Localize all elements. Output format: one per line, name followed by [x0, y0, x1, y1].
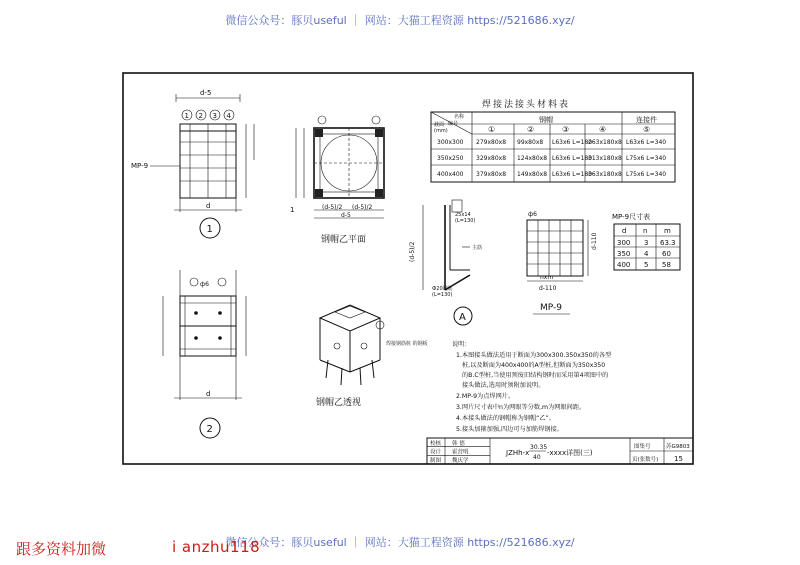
detail-a-circle: A: [459, 312, 466, 323]
svg-text:379x80x8: 379x80x8: [476, 171, 507, 178]
svg-text:⑤: ⑤: [643, 125, 651, 134]
svg-text:霍营明: 霍营明: [452, 449, 469, 456]
svg-text:58: 58: [662, 261, 671, 269]
svg-text:149x80x8: 149x80x8: [517, 171, 548, 178]
svg-text:名称: 名称: [454, 114, 465, 120]
material-table-title: 焊接法接头材料表: [482, 100, 571, 110]
svg-text:焊接钢筋桩 的钢板: 焊接钢筋桩 的钢板: [386, 341, 428, 347]
material-table-rows: [437, 139, 666, 178]
svg-text:(L=130): (L=130): [455, 218, 476, 224]
section-1-circle: 1: [206, 224, 213, 235]
svg-text:截面: 截面: [434, 122, 445, 128]
mt-group-connector: 连接件: [636, 116, 657, 124]
svg-text:400x400: 400x400: [437, 171, 464, 178]
section-2-circle: 2: [206, 424, 213, 435]
svg-text:韩 德: 韩 德: [452, 441, 465, 447]
drawing-frame: [123, 73, 693, 464]
svg-text:页(张数号): 页(张数号): [632, 457, 659, 463]
drawing-title-suffix: -xxxx详图(三): [547, 449, 593, 457]
notes: [452, 340, 611, 433]
svg-text:5: 5: [644, 261, 649, 269]
svg-text:300: 300: [617, 239, 631, 247]
svg-text:400: 400: [617, 261, 631, 269]
callout-row-top: [182, 110, 234, 120]
svg-text:②: ②: [527, 125, 535, 134]
title-block: [427, 438, 693, 464]
steel-cap-plan: [290, 116, 384, 245]
notes-title: 说明：: [452, 341, 471, 348]
material-table: [431, 98, 675, 182]
svg-text:(L=130): (L=130): [432, 292, 453, 298]
svg-text:③: ③: [562, 125, 570, 134]
section-2-elevation: [163, 270, 246, 438]
watermark-top: 微信公众号：豚贝useful ｜ 网站：大猫工程资源 https://521686.xyz/: [225, 14, 575, 27]
svg-text:的B.C型桩,当使用预废旧结构钢时而采用第4项图中的: 的B.C型桩,当使用预废旧结构钢时而采用第4项图中的: [462, 372, 609, 379]
svg-text:63.3: 63.3: [660, 239, 676, 247]
mesh-side-dim: d-110: [591, 232, 598, 250]
mp9-size-table: [612, 212, 680, 270]
mp9-mesh: [527, 211, 598, 314]
svg-text:350x250: 350x250: [437, 155, 464, 162]
section-2-dim-d: d: [206, 390, 211, 398]
svg-text:d: d: [622, 227, 627, 235]
svg-text:nxm: nxm: [540, 274, 554, 281]
svg-text:④: ④: [599, 125, 607, 134]
svg-text:(d-5)/2: (d-5)/2: [352, 204, 373, 211]
steel-cap-perspective-title: 钢帽乙透视: [316, 398, 362, 408]
mp9-table-title: MP-9尺寸表: [612, 213, 651, 221]
svg-text:n: n: [643, 227, 648, 235]
page-number: 15: [674, 455, 683, 463]
svg-text:ф6: ф6: [528, 211, 537, 218]
mp9-label: MP-9: [131, 162, 149, 170]
svg-text:(d-5)/2: (d-5)/2: [409, 241, 416, 262]
svg-text:279x80x8: 279x80x8: [476, 139, 507, 146]
svg-text:ф6: ф6: [200, 281, 209, 288]
steel-cap-plan-title: 钢帽乙平面: [321, 235, 367, 245]
svg-text:329x80x8: 329x80x8: [476, 155, 507, 162]
svg-text:m: m: [664, 227, 671, 235]
svg-text:1.本图接头做法适用于断面为300x300.350x350的: 1.本图接头做法适用于断面为300x300.350x350的各型: [456, 352, 612, 359]
drawing-title-frac-bot: 40: [533, 454, 541, 461]
svg-text:图集号: 图集号: [634, 444, 651, 450]
dim-d-label: d: [206, 202, 211, 210]
svg-text:5.接头加箍加强,四边可与加筋焊钢接。: 5.接头加箍加强,四边可与加筋焊钢接。: [456, 426, 563, 433]
svg-text:363x180x8: 363x180x8: [588, 171, 622, 178]
svg-text:①: ①: [488, 125, 496, 134]
svg-text:3.网片尺寸表中n为网眼等分数,m为网眼间距。: 3.网片尺寸表中n为网眼等分数,m为网眼间距。: [456, 404, 586, 411]
svg-text:4.本接头做法的钢帽称为钢帽“乙”。: 4.本接头做法的钢帽称为钢帽“乙”。: [456, 415, 555, 422]
svg-text:制图: 制图: [430, 458, 442, 464]
svg-text:Ф20钢筋: Ф20钢筋: [432, 286, 453, 292]
svg-text:124x80x8: 124x80x8: [517, 155, 548, 162]
callout-1: 1: [184, 112, 189, 120]
dim-d5-label: d-5: [200, 89, 212, 97]
drawing-title-frac-top: 30.35: [530, 444, 548, 451]
svg-text:3: 3: [644, 239, 649, 247]
svg-text:300x300: 300x300: [437, 139, 464, 146]
svg-text:接头做法,选用时须附加说明。: 接头做法,选用时须附加说明。: [462, 382, 545, 389]
svg-text:(d-5)/2: (d-5)/2: [322, 204, 343, 211]
svg-text:苏G9803: 苏G9803: [666, 444, 690, 450]
callout-4: 4: [226, 112, 231, 120]
drawing-title-prefix: JZHh-x: [506, 449, 530, 457]
mp9-title: MP-9: [540, 303, 562, 313]
watermark-bottom: 微信公众号：豚贝useful ｜ 网站：大猫工程资源 https://521686.xyz/: [225, 536, 575, 549]
svg-text:1: 1: [290, 206, 295, 214]
svg-text:(mm): (mm): [434, 128, 448, 134]
svg-text:L75x6 L=340: L75x6 L=340: [626, 171, 667, 178]
svg-text:313x180x8: 313x180x8: [588, 155, 622, 162]
steel-cap-perspective: [316, 305, 428, 408]
svg-text:350: 350: [617, 250, 631, 258]
callout-2: 2: [198, 112, 203, 120]
svg-text:桩,以及断面为400x400的A型桩,但断面为350x350: 桩,以及断面为400x400的A型桩,但断面为350x350: [462, 362, 606, 369]
callout-3: 3: [212, 112, 217, 120]
svg-text:L75x6 L=340: L75x6 L=340: [626, 155, 667, 162]
svg-text:L63x6 L=340: L63x6 L=340: [626, 139, 667, 146]
svg-text:L63x6 L=180: L63x6 L=180: [552, 171, 593, 178]
svg-text:L63x6 L=180: L63x6 L=180: [552, 139, 593, 146]
svg-text:主筋: 主筋: [472, 245, 483, 251]
svg-text:99x80x8: 99x80x8: [517, 139, 544, 146]
svg-text:d-5: d-5: [341, 212, 351, 219]
svg-text:校核: 校核: [430, 441, 442, 447]
svg-text:魏庆学: 魏庆学: [452, 458, 469, 464]
svg-text:25x14: 25x14: [455, 212, 471, 218]
svg-text:4: 4: [644, 250, 649, 258]
svg-text:60: 60: [662, 250, 671, 258]
promo-left-text: 跟多资料加微: [16, 540, 107, 558]
detail-a: [409, 200, 482, 325]
svg-text:2.MP-9为点焊网片。: 2.MP-9为点焊网片。: [456, 393, 515, 400]
promo-right-text: i anzhu118: [172, 538, 261, 556]
svg-text:编号: 编号: [448, 121, 459, 127]
svg-text:263x180x8: 263x180x8: [588, 139, 622, 146]
svg-text:L63x6 L=180: L63x6 L=180: [552, 155, 593, 162]
mt-group-cap: 钢帽: [539, 116, 553, 124]
svg-text:d-110: d-110: [539, 285, 557, 292]
section-1-elevation: [131, 89, 254, 238]
svg-text:设计: 设计: [430, 449, 442, 456]
